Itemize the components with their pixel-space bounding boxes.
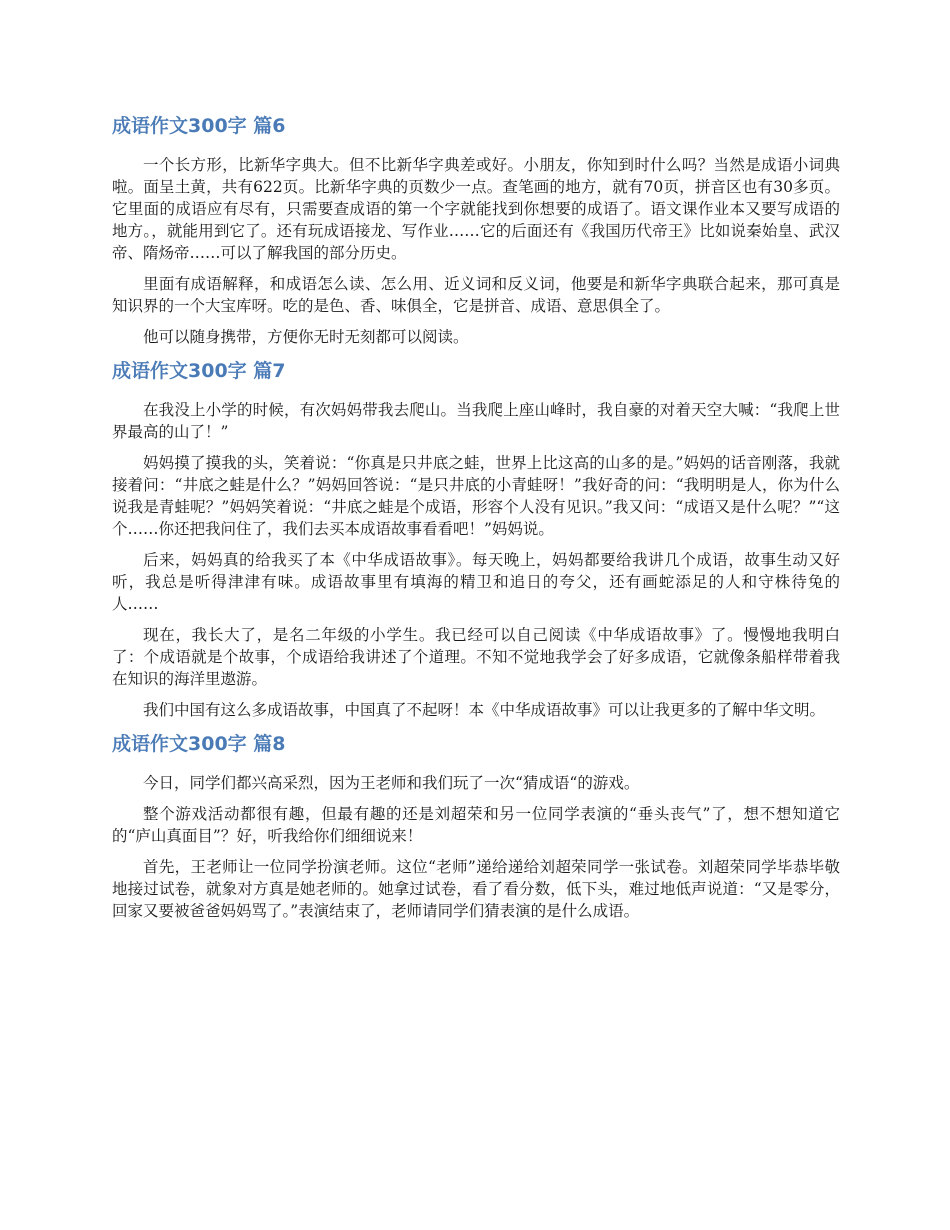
paragraph: 今日，同学们都兴高采烈，因为王老师和我们玩了一次“猜成语“的游戏。 — [143, 774, 640, 792]
paragraph: 整个游戏活动都很有趣，但最有趣的还是刘超荣和另一位同学表演的“垂头丧气”了，想不想知道它的“庐山真面目”？好，听我给你们细细说来！ — [112, 805, 840, 845]
section-8 — [112, 730, 840, 922]
section-7 — [112, 357, 840, 721]
paragraph: 里面有成语解释，和成语怎么读、怎么用、近义词和反义词，他要是和新华字典联合起来，那可真是知识界的一个大宝库呀。吃的是色、香、味俱全，它是拼音、成语、意思俱全了。 — [112, 275, 840, 315]
paragraph: 一个长方形，比新华字典大。但不比新华字典差或好。小朋友，你知到时什么吗？当然是成语小词典啦。面呈土黄，共有622页。比新华字典的页数少一点。查笔画的地方，就有70页，拼音区也有30多页。它里面的成语应有尽有，只需要查成语的第一个字就能找到你想要的成语了。语文课作业本又要写成语的地方。，就能用到它了。还有玩成语接龙、写作业……它的后面还有《我国历代帝王》比如说秦始皇、武汉帝、隋炀帝……可以了解我国的部分历史。 — [112, 156, 840, 262]
paragraph: 在我没上小学的时候，有次妈妈带我去爬山。当我爬上座山峰时，我自豪的对着天空大喊：“我爬上世界最高的山了！” — [112, 401, 840, 441]
section-6 — [112, 112, 840, 348]
section-heading: 成语作文300字 篇7 — [112, 360, 286, 382]
paragraph: 现在，我长大了，是名二年级的小学生。我已经可以自己阅读《中华成语故事》了。慢慢地我明白了：个成语就是个故事，个成语给我讲述了个道理。不知不觉地我学会了好多成语，它就像条船样带着我在知识的海洋里遨游。 — [112, 626, 840, 688]
section-heading: 成语作文300字 篇6 — [112, 115, 286, 137]
paragraph: 首先，王老师让一位同学扮演老师。这位“老师”递给递给刘超荣同学一张试卷。刘超荣同学毕恭毕敬地接过试卷，就象对方真是她老师的。她拿过试卷，看了看分数，低下头，难过地低声说道：“又是零分，回家又要被爸爸妈妈骂了。”表演结束了，老师请同学们猜表演的是什么成语。 — [112, 858, 840, 920]
document-body — [112, 112, 840, 931]
section-heading: 成语作文300字 篇8 — [112, 733, 286, 755]
paragraph: 妈妈摸了摸我的头，笑着说：“你真是只井底之蛙，世界上比这高的山多的是。”妈妈的话音刚落，我就接着问：“井底之蛙是什么？”妈妈回答说：“是只井底的小青蛙呀！”我好奇的问：“我明明是人，你为什么说我是青蛙呢？”妈妈笑着说：“井底之蛙是个成语，形容个人没有见识。”我又问：“成语又是什么呢？”“这个……你还把我问住了，我们去买本成语故事看看吧！”妈妈说。 — [112, 454, 840, 538]
paragraph: 后来，妈妈真的给我买了本《中华成语故事》。每天晚上，妈妈都要给我讲几个成语，故事生动又好听，我总是听得津津有味。成语故事里有填海的精卫和追日的夸父，还有画蛇添足的人和守株待兔的人…… — [112, 551, 840, 613]
paragraph: 我们中国有这么多成语故事，中国真了不起呀！本《中华成语故事》可以让我更多的了解中华文明。 — [143, 701, 826, 719]
paragraph: 他可以随身携带，方便你无时无刻都可以阅读。 — [143, 328, 469, 346]
